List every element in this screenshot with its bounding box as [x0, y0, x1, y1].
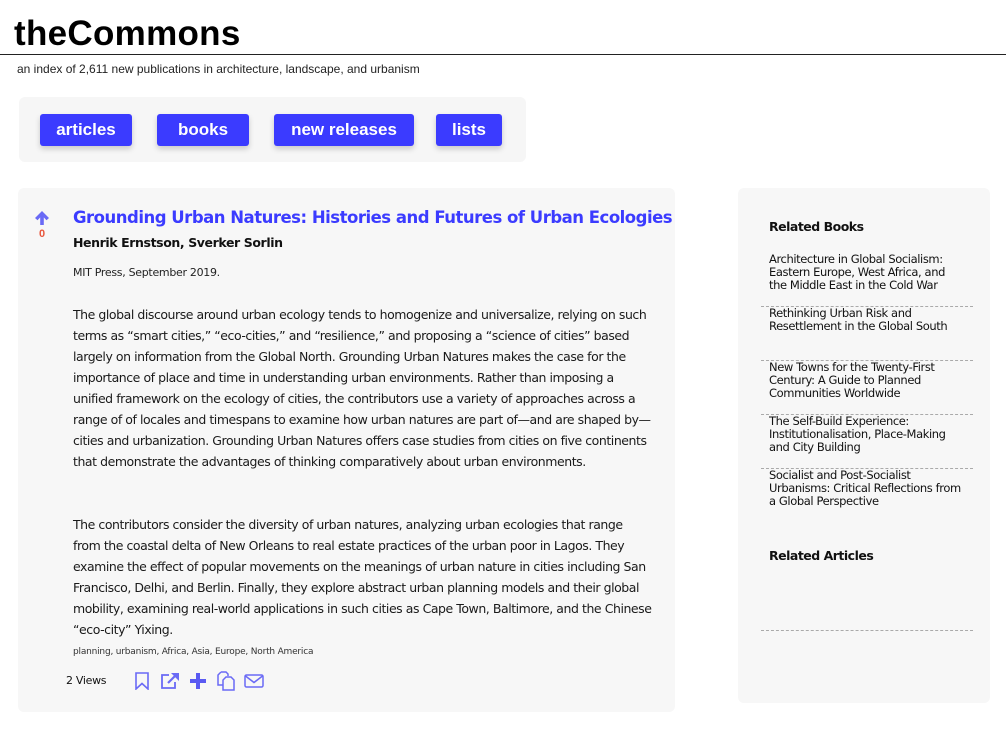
- publication-authors: Henrik Ernstson, Sverker Sorlin: [73, 235, 283, 250]
- copy-icon[interactable]: [216, 670, 236, 692]
- related-book-title: The Self-Build Experience: Institutionalisation, Place-Making and City Building: [769, 415, 946, 454]
- title-divider: [0, 54, 1006, 55]
- related-book-item[interactable]: [761, 253, 973, 307]
- bookmark-icon[interactable]: [132, 670, 152, 692]
- related-books-list: [761, 253, 973, 523]
- vote-count: 0: [38, 228, 46, 240]
- related-book-item[interactable]: [761, 307, 973, 361]
- nav-books-button[interactable]: books: [157, 114, 249, 146]
- publication-card: [18, 188, 675, 712]
- action-bar: [132, 670, 272, 692]
- site-title[interactable]: theCommons: [14, 14, 241, 53]
- description-paragraph: The global discourse around urban ecology tends to homogenize and universalize, relying on such terms as “smart cities,” “eco-cities,” and “resilience,” and proposing a “science of cities” based largely on information from the Global North. Grounding Urban Natures makes the case for the importance of place and time in understanding urban environments. Rather than imposing a unified framework on the ecology of cities, the contributors use a variety of approaches across a range of of locales and timespans to examine how urban natures are part of—and are shaped by—cities and urbanization. Grounding Urban Natures offers case studies from cities on five continents that demonstrate the advantages of thinking comparatively about urban environments.: [73, 307, 651, 469]
- related-book-title: Socialist and Post-Socialist Urbanisms: Critical Reflections from a Global Perspective: [769, 469, 961, 508]
- nav-new-releases-button[interactable]: new releases: [274, 114, 414, 146]
- external-link-icon[interactable]: [160, 670, 180, 692]
- mail-icon[interactable]: [244, 670, 264, 692]
- related-books-heading: Related Books: [769, 219, 864, 234]
- publication-title[interactable]: Grounding Urban Natures: Histories and Futures of Urban Ecologies: [73, 208, 673, 227]
- related-book-title: New Towns for the Twenty-First Century: A Guide to Planned Communities Worldwide: [769, 361, 935, 400]
- nav-lists-button[interactable]: lists: [436, 114, 502, 146]
- vote-widget: [34, 210, 50, 240]
- main-nav: [19, 97, 526, 162]
- plus-icon[interactable]: [188, 670, 208, 692]
- tagline: an index of 2,611 new publications in architecture, landscape, and urbanism: [17, 62, 420, 76]
- publication-publisher: MIT Press, September 2019.: [73, 266, 220, 279]
- description-paragraph: The contributors consider the diversity of urban natures, analyzing urban ecologies that range from the coastal delta of New Orleans to real estate practices of the urban poor in Lagos. They examine the effect of popular movements on the meanings of urban nature in cities including San Francisco, Delhi, and Berlin. Finally, they explore abstract urban planning models and their global mobility, examining real-world applications in such cities as Cape Town, Baltimore, and the Chinese “eco-city” Yixing.: [73, 517, 652, 637]
- view-count: 2 Views: [66, 674, 107, 687]
- related-book-item[interactable]: [761, 415, 973, 469]
- upvote-icon[interactable]: [34, 210, 50, 229]
- related-book-item[interactable]: [761, 469, 973, 523]
- publication-tags[interactable]: planning, urbanism, Africa, Asia, Europe, North America: [73, 647, 314, 657]
- related-book-title: Architecture in Global Socialism: Eastern Europe, West Africa, and the Middle East in the Cold War: [769, 253, 945, 292]
- related-book-item[interactable]: [761, 361, 973, 415]
- nav-articles-button[interactable]: articles: [40, 114, 132, 146]
- related-articles-divider: [761, 630, 973, 631]
- related-sidebar: [738, 188, 990, 703]
- related-book-title: Rethinking Urban Risk and Resettlement in the Global South: [769, 307, 948, 333]
- related-articles-heading: Related Articles: [769, 548, 874, 563]
